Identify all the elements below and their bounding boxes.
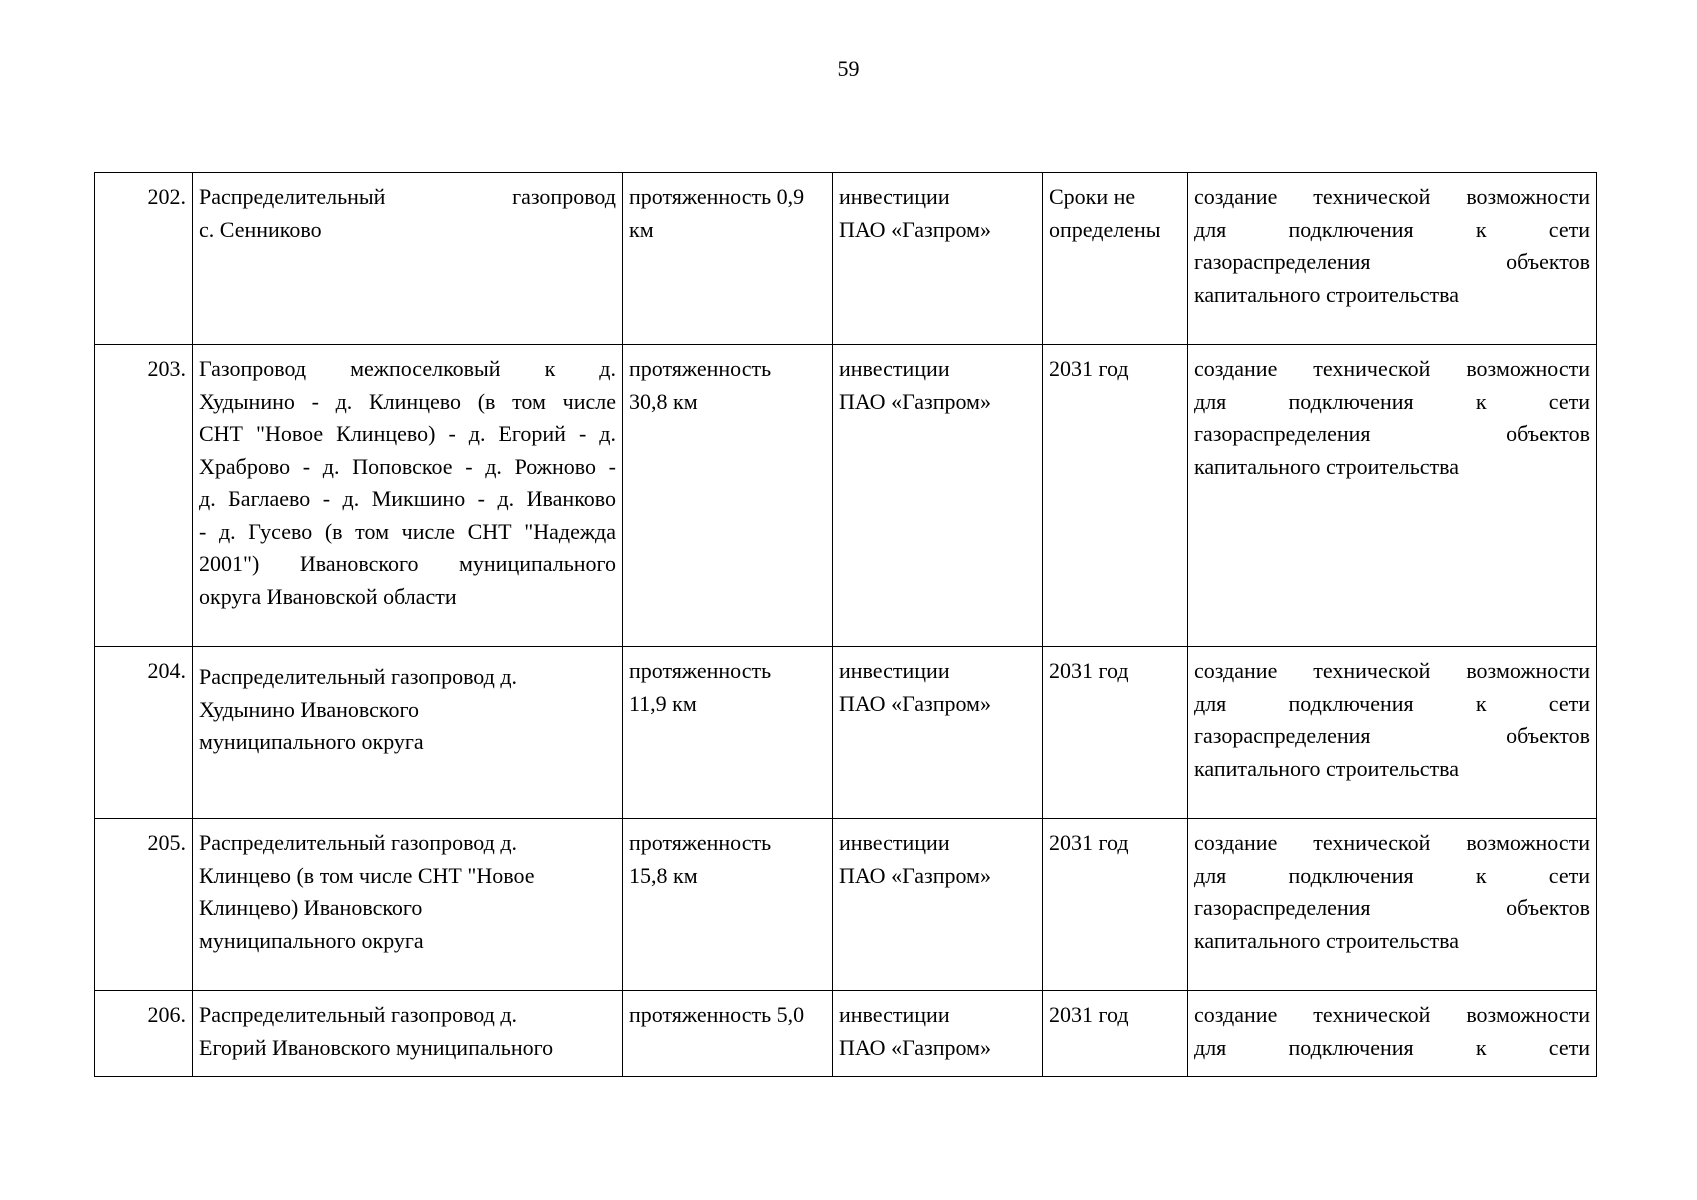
object-name — [193, 991, 623, 1077]
object-purpose — [1188, 173, 1597, 345]
implementation-term — [1043, 647, 1188, 819]
object-purpose-line: создание технической возможности — [1194, 356, 1590, 381]
object-purpose-line: для подключения к сети — [1194, 388, 1590, 414]
funding-source-line: ПАО «Газпром» — [839, 388, 991, 414]
object-purpose-line: создание технической возможности — [1194, 658, 1590, 683]
object-purpose — [1188, 647, 1597, 819]
funding-source-line: инвестиции — [839, 1002, 950, 1027]
row-number: 202. — [95, 173, 193, 345]
implementation-term-line: определены — [1049, 216, 1161, 242]
object-name-line: Газопровод межпоселковый к д. — [199, 356, 616, 381]
implementation-term-line: 2031 год — [1049, 356, 1129, 381]
object-name — [193, 345, 623, 647]
object-name — [193, 819, 623, 991]
funding-source-line: инвестиции — [839, 658, 950, 683]
object-extent-line: протяженность — [629, 356, 772, 381]
funding-source-line: инвестиции — [839, 184, 950, 209]
object-extent — [623, 173, 833, 345]
object-purpose-line: капитального строительства — [1194, 927, 1460, 953]
funding-source — [833, 345, 1043, 647]
object-purpose — [1188, 991, 1597, 1077]
object-purpose-line: для подключения к сети — [1194, 216, 1590, 242]
object-purpose-line: газораспределения объектов — [1194, 723, 1590, 748]
object-name-line: Распределительный газопровод д. — [199, 664, 518, 689]
funding-source-line: инвестиции — [839, 830, 950, 855]
object-purpose-line: капитального строительства — [1194, 755, 1460, 781]
row-number: 205. — [95, 819, 193, 991]
object-purpose-line: газораспределения объектов — [1194, 895, 1590, 920]
object-purpose-line: газораспределения объектов — [1194, 249, 1590, 274]
implementation-term-line: 2031 год — [1049, 1002, 1129, 1027]
implementation-term — [1043, 991, 1188, 1077]
table-row — [95, 819, 1597, 991]
object-extent — [623, 819, 833, 991]
implementation-term-line: Сроки не — [1049, 184, 1136, 209]
table-row — [95, 647, 1597, 819]
page-number: 59 — [837, 56, 860, 81]
object-purpose-line: для подключения к сети — [1194, 1034, 1590, 1060]
object-name-line: - д. Гусево (в том числе СНТ "Надежда — [199, 518, 616, 544]
funding-source-line: ПАО «Газпром» — [839, 862, 991, 888]
table-row — [95, 173, 1597, 345]
object-name-line: Худынино - д. Клинцево (в том числе — [199, 388, 616, 414]
object-extent — [623, 991, 833, 1077]
object-extent-line: протяженность 0,9 — [629, 184, 805, 209]
objects-table — [94, 172, 1597, 1077]
object-name-line: Распределительный газопровод д. — [199, 830, 518, 855]
object-extent-line: 15,8 км — [629, 862, 698, 888]
object-extent-line: 30,8 км — [629, 388, 698, 414]
object-purpose-line: для подключения к сети — [1194, 690, 1590, 716]
table-row — [95, 345, 1597, 647]
implementation-term-line: 2031 год — [1049, 830, 1129, 855]
object-purpose-line: создание технической возможности — [1194, 830, 1590, 855]
funding-source — [833, 991, 1043, 1077]
object-name-line: муниципального округа — [199, 927, 424, 953]
object-name-line: муниципального округа — [199, 729, 424, 754]
object-extent-line: км — [629, 216, 654, 242]
object-name-line: Клинцево (в том числе СНТ "Новое — [199, 862, 535, 888]
funding-source — [833, 819, 1043, 991]
object-purpose-line: капитального строительства — [1194, 453, 1460, 479]
object-purpose — [1188, 819, 1597, 991]
funding-source-line: ПАО «Газпром» — [839, 1034, 991, 1060]
implementation-term — [1043, 173, 1188, 345]
object-purpose-line: создание технической возможности — [1194, 1002, 1590, 1027]
object-purpose — [1188, 345, 1597, 647]
object-name-line: с. Сенниково — [199, 216, 322, 242]
funding-source-line: ПАО «Газпром» — [839, 216, 991, 242]
object-name-line: Распределительный газопровод — [199, 184, 616, 209]
object-purpose-line: создание технической возможности — [1194, 184, 1590, 209]
object-name-line: Клинцево) Ивановского — [199, 895, 423, 920]
object-extent-line: протяженность 5,0 — [629, 1002, 805, 1027]
object-purpose-line: капитального строительства — [1194, 281, 1460, 307]
table-row — [95, 991, 1597, 1077]
object-name-line: Егорий Ивановского муниципального — [199, 1034, 554, 1060]
object-purpose-line: для подключения к сети — [1194, 862, 1590, 888]
object-name — [193, 173, 623, 345]
object-name-line: Распределительный газопровод д. — [199, 1002, 518, 1027]
implementation-term — [1043, 345, 1188, 647]
funding-source-line: инвестиции — [839, 356, 950, 381]
object-name — [193, 647, 623, 819]
funding-source — [833, 173, 1043, 345]
object-extent — [623, 647, 833, 819]
implementation-term-line: 2031 год — [1049, 658, 1129, 683]
object-extent-line: протяженность — [629, 658, 772, 683]
row-number: 203. — [95, 345, 193, 647]
object-name-line: Храброво - д. Поповское - д. Рожново - — [199, 453, 616, 479]
object-extent-line: 11,9 км — [629, 690, 697, 716]
row-number: 204. — [95, 647, 193, 819]
object-purpose-line: газораспределения объектов — [1194, 421, 1590, 446]
object-name-line: д. Баглаево - д. Микшино - д. Иванково — [199, 486, 616, 511]
object-name-line: Худынино Ивановского — [199, 696, 419, 722]
funding-source-line: ПАО «Газпром» — [839, 690, 991, 716]
implementation-term — [1043, 819, 1188, 991]
object-name-line: СНТ "Новое Клинцево) - д. Егорий - д. — [199, 421, 616, 446]
object-name-line: 2001") Ивановского муниципального — [199, 551, 616, 576]
object-name-line: округа Ивановской области — [199, 583, 457, 609]
object-extent — [623, 345, 833, 647]
object-extent-line: протяженность — [629, 830, 772, 855]
funding-source — [833, 647, 1043, 819]
row-number: 206. — [95, 991, 193, 1077]
